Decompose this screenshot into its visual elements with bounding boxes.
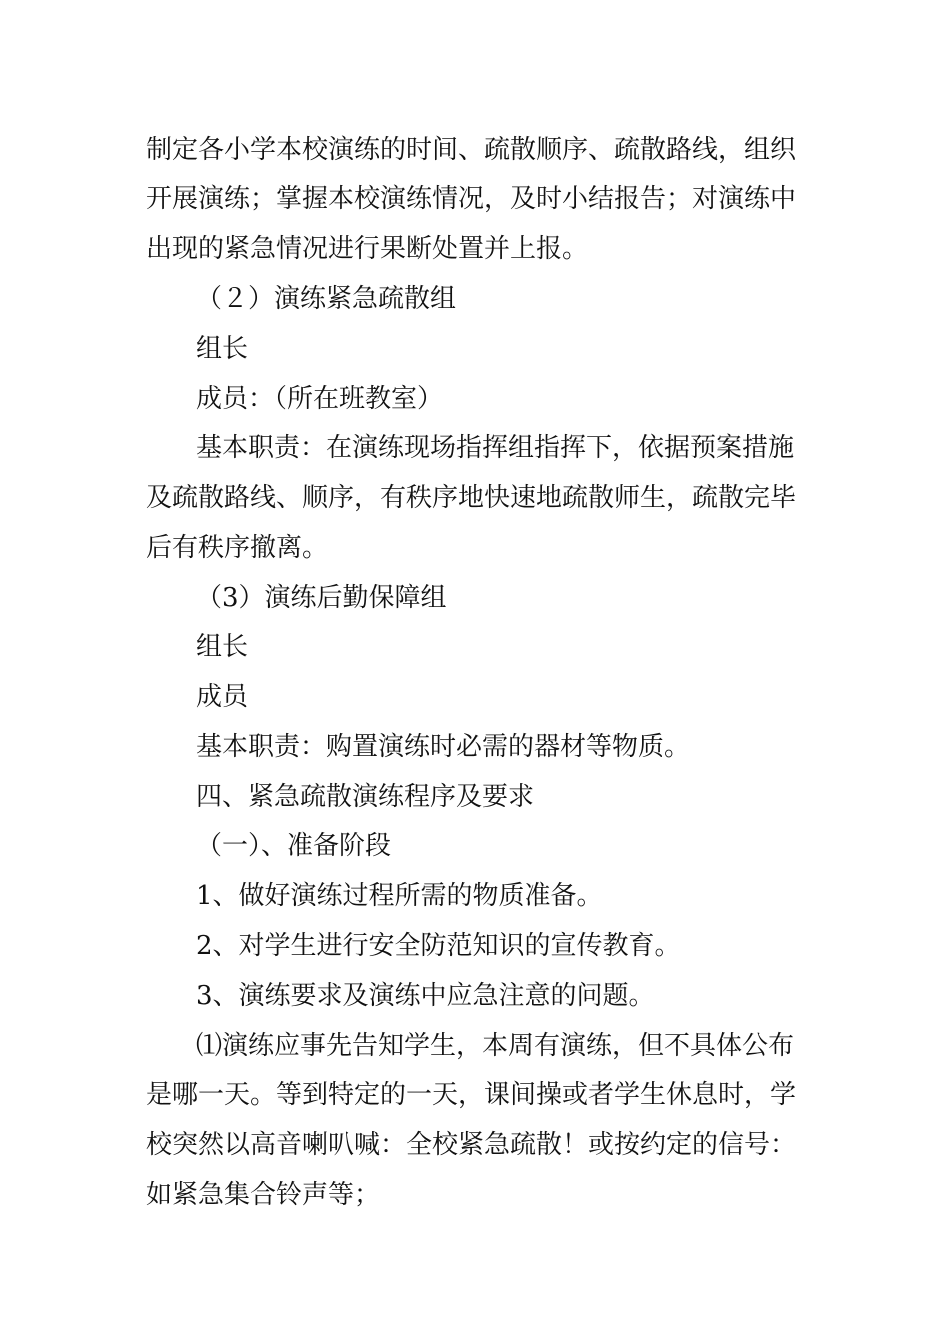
paragraph-line: 出现的紧急情况进行果断处置并上报。	[146, 234, 589, 264]
paragraph-line: 基本职责：在演练现场指挥组指挥下，依据预案措施	[196, 433, 795, 463]
section-heading: （一）、准备阶段	[196, 831, 392, 861]
paragraph-line: 如紧急集合铃声等；	[146, 1180, 381, 1210]
paragraph-line: ⑴演练应事先告知学生，本周有演练，但不具体公布	[196, 1031, 795, 1061]
paragraph-line: 基本职责：购置演练时必需的器材等物质。	[196, 732, 691, 762]
field-label: 成员：（所在班教室）	[196, 384, 444, 414]
section-heading: （3）演练后勤保障组	[196, 583, 447, 613]
paragraph-line: 制定各小学本校演练的时间、疏散顺序、疏散路线，组织	[146, 135, 797, 165]
paragraph-line: 后有秩序撤离。	[146, 533, 329, 563]
paragraph-line: 及疏散路线、顺序，有秩序地快速地疏散师生，疏散完毕	[146, 483, 797, 513]
paragraph-line: 校突然以高音喇叭喊：全校紧急疏散！或按约定的信号：	[146, 1130, 797, 1160]
section-heading: 四、紧急疏散演练程序及要求	[196, 782, 535, 812]
section-heading: （２）演练紧急疏散组	[196, 284, 457, 314]
list-item: 1、做好演练过程所需的物质准备。	[196, 881, 603, 911]
paragraph-line: 是哪一天。等到特定的一天，课间操或者学生休息时，学	[146, 1080, 797, 1110]
field-label: 组长	[196, 334, 249, 364]
paragraph-line: 开展演练；掌握本校演练情况，及时小结报告；对演练中	[146, 184, 797, 214]
list-item: 2、对学生进行安全防范知识的宣传教育。	[196, 931, 681, 961]
field-label: 成员	[196, 682, 249, 712]
list-item: 3、演练要求及演练中应急注意的问题。	[196, 981, 655, 1011]
field-label: 组长	[196, 632, 249, 662]
